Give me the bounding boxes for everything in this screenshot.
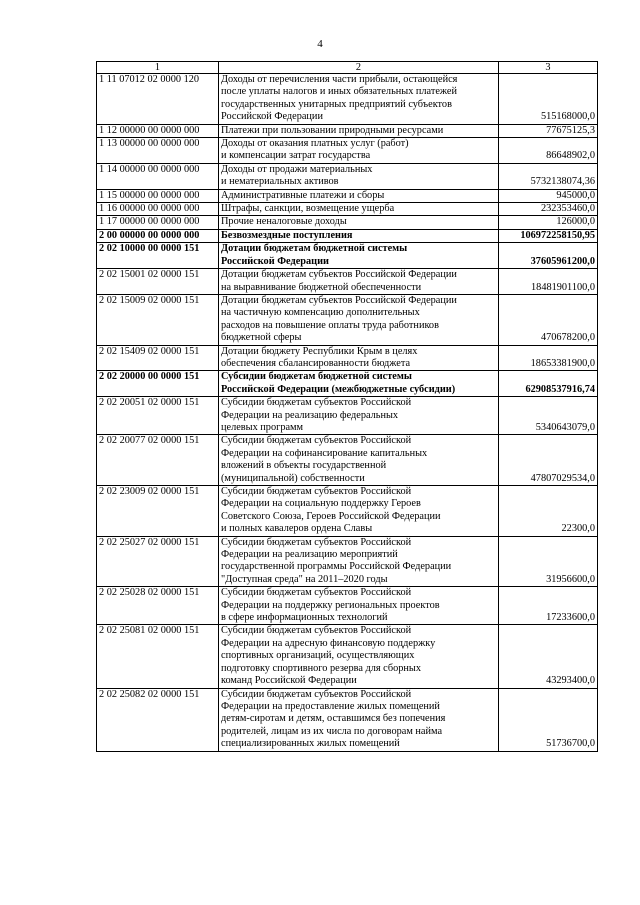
table-row xyxy=(97,124,598,137)
header-row xyxy=(97,62,598,74)
income-description xyxy=(219,587,499,625)
income-description xyxy=(219,486,499,537)
description-line: Российской Федерации (межбюджетные субсидии) xyxy=(221,383,456,395)
budget-code: 2 02 15009 02 0000 151 xyxy=(97,294,219,345)
amount-value: 470678200,0 xyxy=(499,294,598,345)
description-line: Субсидии бюджетам субъектов Российской xyxy=(221,536,412,548)
column-header-code: 1 xyxy=(97,62,219,74)
budget-code: 1 12 00000 00 0000 000 xyxy=(97,124,219,137)
table-row xyxy=(97,345,598,371)
description-line: вложений в объекты государственной xyxy=(221,460,387,472)
budget-code: 1 14 00000 00 0000 000 xyxy=(97,163,219,189)
budget-code: 2 02 20051 02 0000 151 xyxy=(97,397,219,435)
description-line: Субсидии бюджетам субъектов Российской xyxy=(221,625,412,637)
description-line: Штрафы, санкции, возмещение ущерба xyxy=(221,203,395,215)
budget-code: 2 02 25082 02 0000 151 xyxy=(97,688,219,751)
budget-code: 2 02 20077 02 0000 151 xyxy=(97,435,219,486)
description-line: Доходы от оказания платных услуг (работ) xyxy=(221,138,409,150)
amount-value: 945000,0 xyxy=(499,189,598,202)
table-row xyxy=(97,138,598,164)
income-description xyxy=(219,536,499,587)
budget-code: 1 11 07012 02 0000 120 xyxy=(97,74,219,125)
amount-value: 515168000,0 xyxy=(499,74,598,125)
description-line: и нематериальных активов xyxy=(221,176,339,188)
description-line: после уплаты налогов и иных обязательных платежей xyxy=(221,86,457,98)
amount-value: 37605961200,0 xyxy=(499,243,598,269)
description-line: в сфере информационных технологий xyxy=(221,612,388,624)
amount-value: 47807029534,0 xyxy=(499,435,598,486)
page-number: 4 xyxy=(317,38,323,50)
income-description xyxy=(219,269,499,295)
description-line: Федерации на реализацию мероприятий xyxy=(221,549,398,561)
income-description xyxy=(219,163,499,189)
table-row xyxy=(97,163,598,189)
description-line: подготовку спортивного резерва для сборных xyxy=(221,662,421,674)
table-row xyxy=(97,243,598,269)
description-line: Федерации на поддержку региональных проектов xyxy=(221,599,440,611)
income-description xyxy=(219,138,499,164)
description-line: государственных унитарных предприятий субъектов xyxy=(221,98,452,110)
amount-value: 17233600,0 xyxy=(499,587,598,625)
amount-value: 18653381900,0 xyxy=(499,345,598,371)
table-row xyxy=(97,229,598,242)
budget-code: 2 02 15001 02 0000 151 xyxy=(97,269,219,295)
budget-code: 2 02 25027 02 0000 151 xyxy=(97,536,219,587)
description-line: Дотации бюджетам субъектов Российской Федерации xyxy=(221,269,457,281)
table-body xyxy=(97,74,598,752)
table-row xyxy=(97,269,598,295)
description-line: "Доступная среда" на 2011–2020 годы xyxy=(221,573,388,585)
budget-code: 2 02 15409 02 0000 151 xyxy=(97,345,219,371)
description-line: Безвозмездные поступления xyxy=(221,229,353,241)
amount-value: 106972258150,95 xyxy=(499,229,598,242)
amount-value: 232353460,0 xyxy=(499,203,598,216)
budget-code: 2 02 23009 02 0000 151 xyxy=(97,486,219,537)
description-line: Субсидии бюджетам субъектов Российской xyxy=(221,397,412,409)
description-line: команд Российской Федерации xyxy=(221,675,357,687)
description-line: (муниципальной) собственности xyxy=(221,472,365,484)
amount-value: 62908537916,74 xyxy=(499,371,598,397)
description-line: на выравнивание бюджетной обеспеченности xyxy=(221,281,422,293)
description-line: спортивных организаций, осуществляющих xyxy=(221,650,415,662)
income-description xyxy=(219,688,499,751)
description-line: на частичную компенсацию дополнительных xyxy=(221,307,420,319)
income-description xyxy=(219,216,499,229)
description-line: бюджетной сферы xyxy=(221,332,302,344)
table-row xyxy=(97,397,598,435)
income-description xyxy=(219,229,499,242)
table-row xyxy=(97,536,598,587)
description-line: расходов на повышение оплаты труда работников xyxy=(221,319,439,331)
income-description xyxy=(219,371,499,397)
description-line: Федерации на адресную финансовую поддержку xyxy=(221,637,436,649)
description-line: Федерации на социальную поддержку Героев xyxy=(221,498,421,510)
description-line: Субсидии бюджетам субъектов Российской xyxy=(221,688,412,700)
description-line: Прочие неналоговые доходы xyxy=(221,216,347,228)
income-description xyxy=(219,74,499,125)
income-description xyxy=(219,397,499,435)
description-line: Российской Федерации xyxy=(221,111,323,123)
table-row xyxy=(97,486,598,537)
description-line: Субсидии бюджетам бюджетной системы xyxy=(221,371,412,383)
description-line: обеспечения сбалансированности бюджета xyxy=(221,357,411,369)
description-line: Федерации на софинансирование капитальных xyxy=(221,447,428,459)
amount-value: 86648902,0 xyxy=(499,138,598,164)
description-line: детям-сиротам и детям, оставшимся без попечения xyxy=(221,713,446,725)
description-line: Дотации бюджетам субъектов Российской Федерации xyxy=(221,294,457,306)
description-line: Доходы от продажи материальных xyxy=(221,163,373,175)
amount-value: 77675125,3 xyxy=(499,124,598,137)
table-row xyxy=(97,216,598,229)
description-line: Субсидии бюджетам субъектов Российской xyxy=(221,435,412,447)
description-line: специализированных жилых помещений xyxy=(221,738,400,750)
table-row xyxy=(97,688,598,751)
description-line: целевых программ xyxy=(221,421,304,433)
description-line: Федерации на предоставление жилых помещений xyxy=(221,700,440,712)
table-row xyxy=(97,435,598,486)
amount-value: 51736700,0 xyxy=(499,688,598,751)
income-description xyxy=(219,625,499,688)
description-line: и компенсации затрат государства xyxy=(221,150,371,162)
description-line: Доходы от перечисления части прибыли, остающейся xyxy=(221,74,458,85)
income-description xyxy=(219,435,499,486)
column-header-amount: 3 xyxy=(499,62,598,74)
budget-code: 2 02 20000 00 0000 151 xyxy=(97,371,219,397)
description-line: Административные платежи и сборы xyxy=(221,189,385,201)
description-line: Субсидии бюджетам субъектов Российской xyxy=(221,486,412,497)
budget-code: 2 00 00000 00 0000 000 xyxy=(97,229,219,242)
table-row xyxy=(97,74,598,125)
budget-code: 1 17 00000 00 0000 000 xyxy=(97,216,219,229)
amount-value: 18481901100,0 xyxy=(499,269,598,295)
description-line: Дотации бюджету Республики Крым в целях xyxy=(221,345,418,357)
description-line: Дотации бюджетам бюджетной системы xyxy=(221,243,408,255)
description-line: Платежи при пользовании природными ресурсами xyxy=(221,124,444,136)
amount-value: 31956600,0 xyxy=(499,536,598,587)
description-line: Федерации на реализацию федеральных xyxy=(221,409,399,421)
income-description xyxy=(219,243,499,269)
table-row xyxy=(97,371,598,397)
budget-table xyxy=(96,61,598,752)
budget-code: 2 02 10000 00 0000 151 xyxy=(97,243,219,269)
amount-value: 5732138074,36 xyxy=(499,163,598,189)
table-row xyxy=(97,625,598,688)
amount-value: 5340643079,0 xyxy=(499,397,598,435)
description-line: государственной программы Российской Федерации xyxy=(221,561,452,573)
income-description xyxy=(219,203,499,216)
budget-code: 1 13 00000 00 0000 000 xyxy=(97,138,219,164)
budget-code: 1 16 00000 00 0000 000 xyxy=(97,203,219,216)
income-description xyxy=(219,345,499,371)
amount-value: 43293400,0 xyxy=(499,625,598,688)
description-line: Российской Федерации xyxy=(221,255,329,267)
budget-code: 1 15 00000 00 0000 000 xyxy=(97,189,219,202)
description-line: родителей, лицам из их числа по договорам найма xyxy=(221,725,443,737)
table-row xyxy=(97,587,598,625)
description-line: Советского Союза, Героев Российской Федерации xyxy=(221,510,441,522)
budget-code: 2 02 25081 02 0000 151 xyxy=(97,625,219,688)
description-line: Субсидии бюджетам субъектов Российской xyxy=(221,587,412,599)
amount-value: 126000,0 xyxy=(499,216,598,229)
income-description xyxy=(219,294,499,345)
amount-value: 22300,0 xyxy=(499,486,598,537)
column-header-description: 2 xyxy=(219,62,499,74)
table-row xyxy=(97,294,598,345)
income-description xyxy=(219,124,499,137)
table-row xyxy=(97,189,598,202)
description-line: и полных кавалеров ордена Славы xyxy=(221,523,373,535)
income-description xyxy=(219,189,499,202)
table-row xyxy=(97,203,598,216)
budget-code: 2 02 25028 02 0000 151 xyxy=(97,587,219,625)
